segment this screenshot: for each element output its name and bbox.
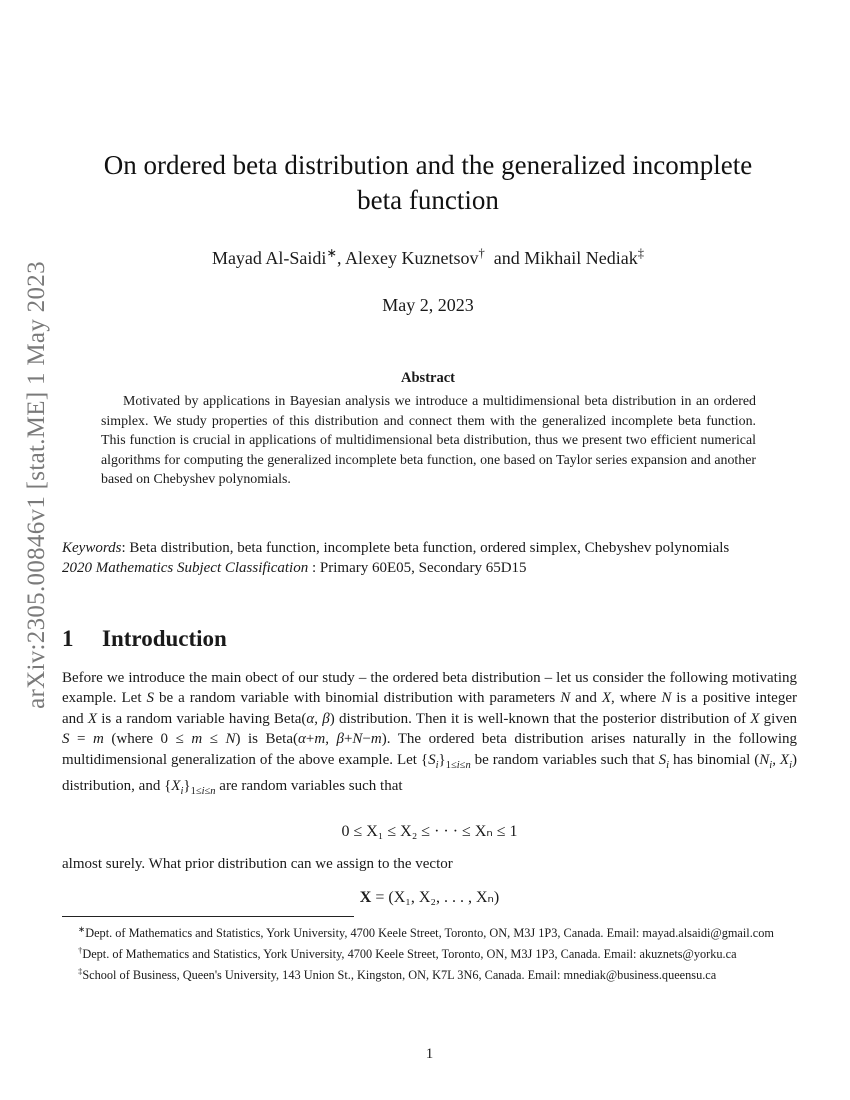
section-heading	[62, 624, 227, 654]
section-title: Introduction	[102, 626, 227, 651]
author-separator: ,	[337, 248, 346, 268]
msc-line	[62, 558, 797, 578]
author-3: Mikhail Nediak	[524, 248, 638, 268]
page-number: 1	[425, 1046, 434, 1062]
keywords-text: : Beta distribution, beta function, incomplete beta function, ordered simplex, Chebyshev polynomials	[121, 540, 730, 556]
author-1-footnote-mark: ∗	[326, 246, 337, 260]
footnote-rule	[62, 916, 354, 917]
title-line-2: beta function	[357, 185, 499, 215]
ordering-equation: 0 ≤ X₁ ≤ X₂ ≤ · · · ≤ Xₙ ≤ 1	[341, 823, 518, 840]
paper-title	[70, 148, 786, 218]
author-1: Mayad Al-Saidi	[211, 248, 327, 268]
intro-paragraph: Before we introduce the main obect of our study – the ordered beta distribution – let us consider the following motivating example. Let S be a random variable with binomial distribution with parameters N and X, where N is a positive integer and X is a random variable having Beta(α, β) distribution. Then it is well-known that the posterior distribution of X given S = m (where 0 ≤ m ≤ N) is Beta(α+m, β+N−m). The ordered beta distribution arises naturally in the following multidimensional generalization of the above example. Let $\{S_i\}_{1\le i\le n}$ be random variables such that $S_i$ has binomial ($N_i$, $X_i$) distribution, and $\{X_i\}_{1\le i\le n}$ are random variables such that	[62, 670, 798, 798]
author-3-footnote-mark: ‡	[637, 246, 645, 260]
abstract-heading: Abstract	[401, 370, 455, 386]
title-line-1: On ordered beta distribution and the generalized incomplete	[103, 150, 753, 180]
arxiv-identifier: arXiv:2305.00846v1 [stat.ME] 1 May 2023	[23, 261, 51, 709]
author-2-footnote-mark: †	[478, 246, 485, 260]
author-separator: and	[484, 248, 525, 268]
footnote-1: ∗Dept. of Mathematics and Statistics, York University, 4700 Keele Street, Toronto, ON, M3J 1P3, Canada. Email: mayad.alsaidi@gmail.com	[78, 924, 774, 941]
msc-text: : Primary 60E05, Secondary 65D15	[308, 560, 527, 576]
vector-symbol: X	[359, 889, 372, 906]
arxiv-stamp	[15, 261, 59, 709]
section-number: 1	[62, 626, 74, 651]
abstract-text: Motivated by applications in Bayesian analysis we introduce a multidimensional beta distribution in an ordered simplex. We study properties of this distribution and connect them with the generalized incomplete beta function. This function is crucial in applications of multidimensional beta distribution, thus we present two efficient numerical algorithms for computing the generalized incomplete beta function, one based on Taylor series expansion and another based on Chebyshev polynomials.	[101, 394, 756, 487]
publication-date: May 2, 2023	[382, 295, 474, 315]
keywords-block	[62, 538, 797, 578]
vector-definition: = (X₁, X₂, . . . , Xₙ)	[371, 889, 500, 906]
footnote-3: ‡School of Business, Queen's University, 143 Union St., Kingston, ON, K7L 3N6, Canada. Email: mnediak@business.queensu.ca	[78, 966, 717, 983]
msc-label: 2020 Mathematics Subject Classification	[62, 560, 309, 576]
footnote-2: †Dept. of Mathematics and Statistics, York University, 4700 Keele Street, Toronto, ON, M3J 1P3, Canada. Email: akuznets@yorku.ca	[78, 945, 737, 962]
keywords-label: Keywords	[62, 540, 122, 556]
author-list	[70, 241, 786, 270]
vector-equation	[62, 887, 797, 907]
keywords-line	[62, 538, 797, 558]
intro-continuation: almost surely. What prior distribution can we assign to the vector	[62, 856, 453, 872]
footnotes	[62, 921, 797, 984]
author-2: Alexey Kuznetsov	[345, 248, 479, 268]
